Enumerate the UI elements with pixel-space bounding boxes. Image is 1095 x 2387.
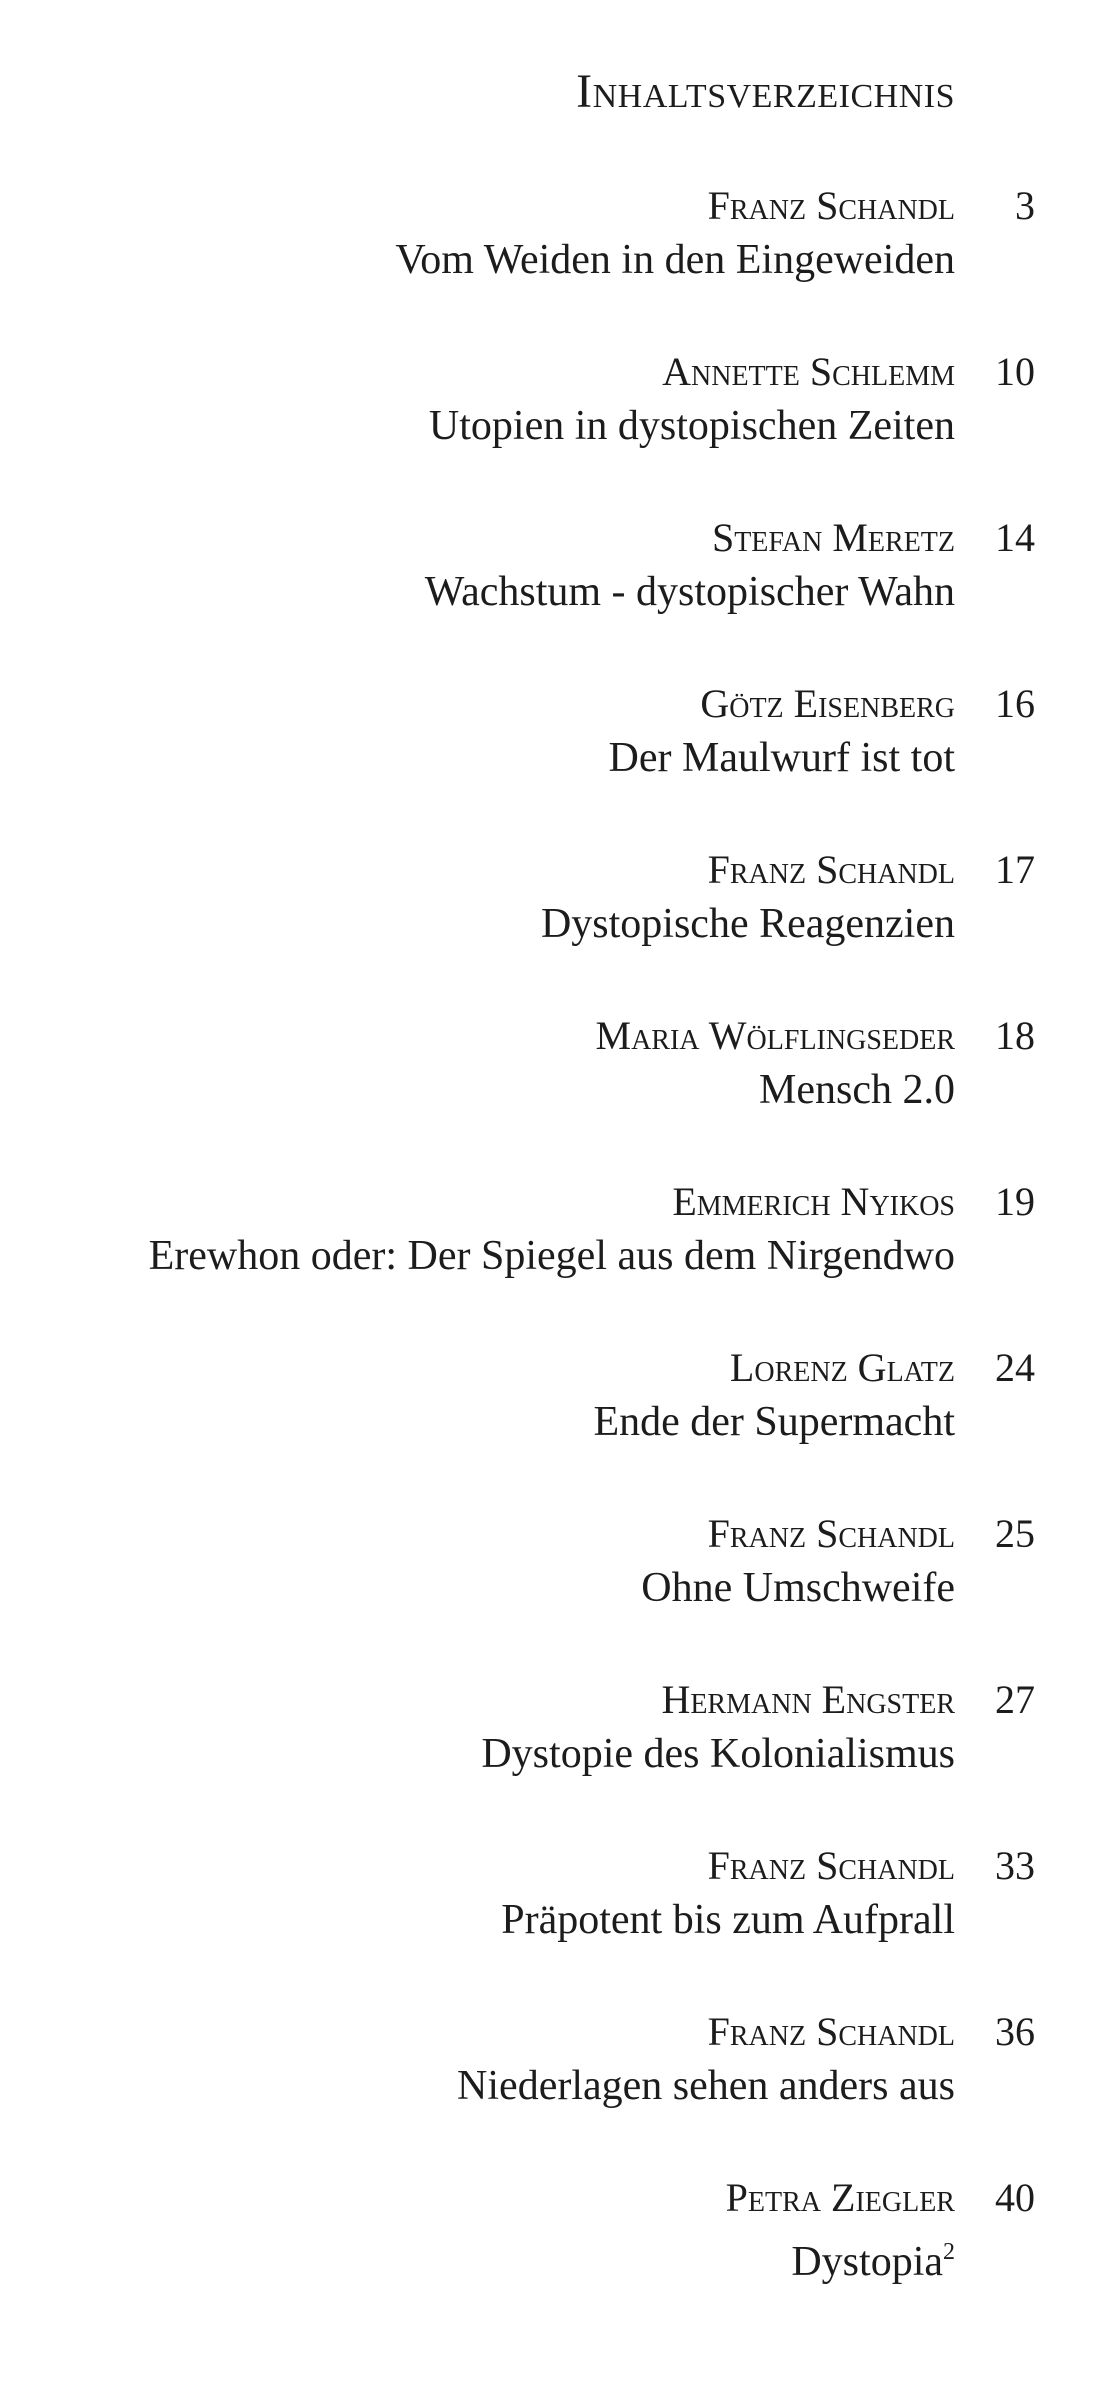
entry-author: Annette Schlemm (662, 349, 955, 394)
entry-author: Franz Schandl (707, 2009, 955, 2054)
entry-title: Mensch 2.0 (759, 1067, 955, 1113)
entry-title: Wachstum - dystopischer Wahn (424, 569, 955, 615)
entry-title: Der Maulwurf ist tot (608, 735, 955, 781)
entry-page-number: 40 (995, 2175, 1035, 2220)
toc-heading: Inhaltsverzeichnis (576, 65, 955, 118)
entry-author: Petra Ziegler (725, 2175, 955, 2220)
entry-page-number: 33 (995, 1843, 1035, 1888)
entry-author: Stefan Meretz (711, 515, 955, 560)
entry-title: Niederlagen sehen anders aus (457, 2063, 955, 2109)
entry-page-number: 24 (995, 1345, 1035, 1390)
toc-entry[interactable] (0, 182, 1095, 348)
entry-title: Utopien in dystopischen Zeiten (428, 403, 955, 449)
entry-page-number: 10 (995, 349, 1035, 394)
entry-page-number: 25 (995, 1511, 1035, 1556)
entry-page-number: 36 (995, 2009, 1035, 2054)
entry-author: Götz Eisenberg (700, 681, 955, 726)
toc-entry[interactable] (0, 2008, 1095, 2174)
entry-author: Franz Schandl (707, 183, 955, 228)
toc-entry[interactable] (0, 514, 1095, 680)
toc-entry[interactable] (0, 2174, 1095, 2340)
entry-author: Lorenz Glatz (729, 1345, 955, 1390)
entry-page-number: 17 (995, 847, 1035, 892)
entry-title-text: Dystopia (791, 2239, 943, 2285)
toc-entry[interactable] (0, 1842, 1095, 2008)
entry-title: Vom Weiden in den Eingeweiden (395, 237, 955, 283)
toc-entry[interactable] (0, 1676, 1095, 1842)
entry-page-number: 14 (995, 515, 1035, 560)
entry-author: Franz Schandl (707, 847, 955, 892)
toc-entry[interactable] (0, 1012, 1095, 1178)
entry-page-number: 18 (995, 1013, 1035, 1058)
entry-author: Franz Schandl (707, 1843, 955, 1888)
toc-entry[interactable] (0, 846, 1095, 1012)
entry-title: Ohne Umschweife (641, 1565, 955, 1611)
entry-page-number: 19 (995, 1179, 1035, 1224)
entry-title (791, 2226, 955, 2288)
entry-author: Hermann Engster (661, 1677, 955, 1722)
toc-entry[interactable] (0, 680, 1095, 846)
entry-page-number: 3 (1015, 183, 1035, 228)
entry-author: Emmerich Nyikos (672, 1179, 955, 1224)
entry-author: Franz Schandl (707, 1511, 955, 1556)
entry-page-number: 16 (995, 681, 1035, 726)
entry-title: Dystopische Reagenzien (540, 901, 955, 947)
toc-list (0, 182, 1095, 2340)
entry-title: Präpotent bis zum Aufprall (501, 1897, 955, 1943)
entry-author: Maria Wölflingseder (595, 1013, 955, 1058)
entry-title: Dystopie des Kolonialismus (481, 1731, 955, 1777)
entry-title-superscript: 2 (943, 2239, 955, 2265)
toc-entry[interactable] (0, 1344, 1095, 1510)
entry-page-number: 27 (995, 1677, 1035, 1722)
toc-entry[interactable] (0, 348, 1095, 514)
toc-entry[interactable] (0, 1178, 1095, 1344)
entry-title: Erewhon oder: Der Spiegel aus dem Nirgendwo (148, 1233, 955, 1279)
toc-entry[interactable] (0, 1510, 1095, 1676)
entry-title: Ende der Supermacht (593, 1399, 955, 1445)
